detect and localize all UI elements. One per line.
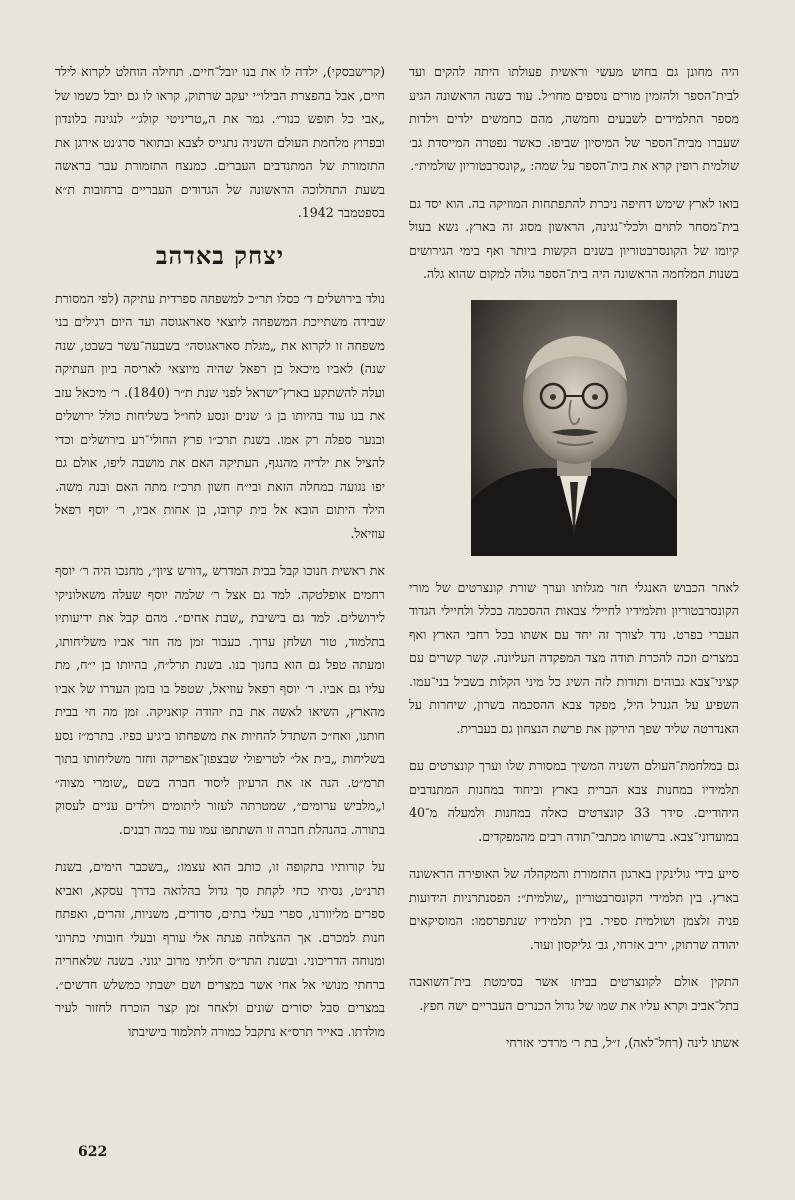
page-number: 622 [78, 1144, 108, 1160]
left-paragraph-1: (קרישבסקי), ילדה לו את בנו יובל־חיים. תחילה הוחלט לקרוא לילד חיים, אבל בהפצרת הבילו״י יעקב שרתוק, קראו לו גם יובל כשמו של „אבי כל תופש כנור״. גמר את ה„טריניטי קולג׳״ לנגינה בלונדון ובפרוץ מלחמת העולם השניה נתגייס לצבא ובתואר סרג׳נט אירגן את התזמורת של המתנדבים העברים. כמנצח התזמורת עבר בראשה בשעת התהלוכה הראשונה של הגדודים העבריים ברחובות ת״א בספטמבר 1942. [55, 64, 385, 220]
left-paragraph-3: את ראשית חנוכו קבל בבית המדרש „דורש ציון״, מחנכו היה ר׳ יוסף רחמים אופלטקה. למד גם אצל ר׳ שלמה יוסף שעלה משאלוניקי לירושלים. למד גם בישיבת „שבת אחים״. מהם קבל את ידיעותיו בתלמוד, טור ושלחן ערוך. כעבור זמן מה חזר אביו משליחותו, ומעתה טפל גם הוא בחנוך בנו. בשנת תרל״ח, בהיותו בן י״ח, מת עליו גם אביו. ר׳ יוסף רפאל עוזיאל, שטפל בו בזמן העדרו של אביו מהארץ, השיאו לאשה את בת יהודה קואניקה. זמן מה חי בבית חותנו, ואח״כ השתדל להחיות את משפחתו ביגיע כפיו. בתרמ״ז נסע בשליחות „בית אל״ לטריפולי שבצפון־אפריקה וחזר משליחותו בתוך תרמ״ט. הנה אז את הרעיון ליסוד חברה בשם „שומרי מצוה״ ו„מלביש ערומים״, שמטרתה לעזור ליתומים וילדים עניים לעסוק בתורה. בהנהלת חברה זו השתתפו עמו עוד כמה רבנים. [55, 563, 385, 837]
right-paragraph-3: לאחר הכבוש האנגלי חזר מגלותו וערך שורת קונצרטים של מורי הקונסרבטוריון ותלמידיו לחיילי צבאות ההסכמה בכלל ולחיילי הגדוד העברי בפרט. נדד לצורך זה יחד עם אשתו בכל רחבי הארץ ואף במצרים וזכה להכרת תודה מצד המפקדה העליונה. קשר קשרים עם קציני־צבא גבוהים ותודות לזה השיג כל מיני הקלות בשביל בני־עמו. השפיע על הגנרל היל, מפקד צבא ההסכמה בשרון, שיחרות על האנדרטה שליד שפך הירקון את פרשת הנצחון גם בעברית. [409, 579, 739, 736]
right-paragraph-7: אשתו לינה (רחל־לאה), ז״ל, בת ר׳ מרדכי אזרחי [505, 1035, 739, 1050]
right-column [409, 60, 739, 1069]
right-paragraph-2: בואו לארץ שימש דחיפה ניכרת להתפתחות המוזיקה בה. הוא יסד גם בית־מסחר לתוים ולכלי־נגינה, הראשון מסוג זה בארץ. נשא בעול קיומו של הקונסרבטוריון בשנים הקשות ביותר ואף בימי הגירושים בשנות המלחמה הראשונה היה בית־הספר גולה למקום שהוא גלה. [409, 195, 739, 281]
portrait-photo-svg [471, 300, 677, 556]
left-paragraph-2: נולד בירושלים ד׳ כסלו תר״כ למשפחה ספרדית עתיקה (לפי המסורת שבידה משתייכת המשפחה ליוצאי סאראגוסה ועד היום רגילים בני משפחה זו לקרוא את „מגלת סאראגוסה״ בשבעה־עשר בשבט, שנה שנה) לאביו מיכאל בן רפאל שהיה מיוצאי לאריסה ביון העתיקה ועלה להשתקע בארץ־ישראל לפני שנת ת״ר (1840). ר׳ מיכאל עזב את בנו עוד בהיותו בן ג׳ שנים ונסע לחו״ל בשליחות כולל ירושלים ובנער ספלה רק אמו. בשנת תרכ״ו פרץ החולי־רע בירושלים וכדי להציל את ילדיה מהנגף, העתיקה האם את מושבה ליפו, אולם גם יפו נגועה במחלה הזאת ובי״ח חשון תרכ״ז מתה האם ובנה משה. הילד היתום הובא אל בית קרובו, בן אחות אביו, ר׳ יוסף רפאל עוזיאל. [55, 290, 385, 541]
right-paragraph-5: סייע בידי גולינקין בארגון התזמורת והמקהלה של האופירה הראשונה בארץ. בין תלמידי הקונסרבטוריון „שולמית״: הפסנתרניות הידועות פניה זלצמן ושולמית ספיר. בין תלמידיו שנתפרסמו: המוסיקאים יהודה שרתוק, יריב אזרחי, גב׳ גליקסון ועוד. [409, 866, 739, 952]
right-paragraph-1: היה מחונן גם בחוש מעשי וראשית פעולתו היתה להקים ועד לבית־הספר ולהזמין מורים נוספים מחו״ל. עוד בשנה הראשונה הגיע מספר התלמידים לשבעים וחמשה, מהם כחמשים ילדים וילדות שעברו מבית־הספר של המיסיון שביפו. כאשר נפטרה המייסדת גב׳ שולמית רופין קרא את בית־הספר על שמה: „קונסרבטוריון שולמית״. [409, 64, 739, 173]
right-paragraph-4: גם במלחמת־העולם השניה המשיך במסורת שלו וערך קונצרטים עם תלמידיו במחנות צבא הברית בארץ וביחוד במחנות המתנדבים היהודיים. סידר 33 קונצרטים כאלה במחנות ולמעלה מ־40 במועדוני־צבא. ברשותו מכתבי־תודה רבים מהמפקדים. [409, 758, 739, 844]
left-paragraph-4: על קורותיו בתקופה זו, כותב הוא עצמו: „בשכבר הימים, בשנת תרנ״ט, נסיתי כחי לקחת סך גדול בהלואה בדרך עסקא, ואביא ספרים מליוורנו, ספרי בעלי בתים, סדורים, משניות, זהרים, ואפתח חנות למכרם. אך ההצלחה פנתה אלי עורף ובעלי חובותי כתרוני ומנוחה הדריכוני. ובשנת התר״ס חליתי מרוב יגוני. בשנה שלאחריה ברחתי מנושי אל אחי אשר במצרים ושם ישבתי כמשלש חדשים״. במצרים סבל יסורים שונים ולאחר זמן קצר הוכרח לחזור לעיר מולדתו. באייר תרס״א נתקבל כמורה לתלמוד בישיבתו [55, 859, 385, 1039]
right-paragraph-6: התקין אולם לקונצרטים בביתו אשר בסימטת בית־השואבה בתל־אביב וקרא עליו את שמו של גדול הכנרים העבריים ישה חפץ. [409, 974, 739, 1013]
left-column [55, 60, 385, 1057]
portrait-photo-icon [471, 300, 677, 556]
section-heading: יצחק באדהב [155, 240, 285, 270]
